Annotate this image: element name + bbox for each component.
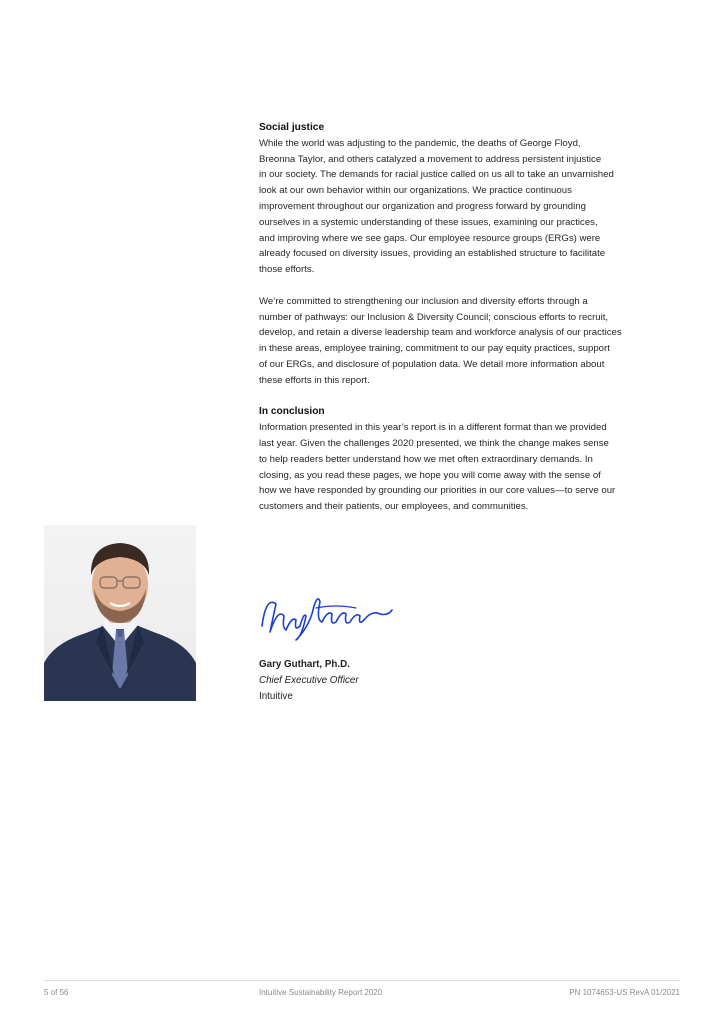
section-in-conclusion [259,404,689,515]
paragraph [259,294,689,389]
paragraph [259,420,689,515]
text-line: customers and their patients, our employees, and communities. [259,501,529,513]
text-line: number of pathways: our Inclusion & Diversity Council; conscious efforts to recruit, [259,311,609,323]
part-number: PN 1074653-US RevA 01/2021 [569,988,680,997]
text-line: ourselves in a systemic understanding of these issues, examining our practices, [259,216,598,228]
text-line: how we have responded by grounding our priorities in our core values—to serve our [259,485,616,497]
text-line: to help readers better understand how we met often extraordinary demands. In [259,453,593,465]
text-line: Breonna Taylor, and others catalyzed a movement to address persistent injustice [259,153,602,165]
signer-company: Intuitive [259,690,293,702]
portrait-illustration [44,525,196,701]
section-heading: In conclusion [259,406,325,418]
text-line: look at our own behavior within our organizations. We practice continuous [259,185,572,197]
text-line: in our society. The demands for racial justice called on us all to take an unvarnished [259,169,614,181]
text-line: improvement throughout our organization and progress forward by grounding [259,200,586,212]
signer-title: Chief Executive Officer [259,674,359,686]
signer-block [259,657,359,704]
text-line: those efforts. [259,264,315,276]
letter-body [259,120,689,515]
signature [256,586,396,642]
text-line: While the world was adjusting to the pandemic, the deaths of George Floyd, [259,137,581,149]
footer-divider [44,980,680,981]
text-line: already focused on diversity issues, providing an established structure to facilitate [259,248,606,260]
text-line: Information presented in this year’s report is in a different format than we provided [259,422,607,434]
text-line: last year. Given the challenges 2020 presented, we think the change makes sense [259,437,609,449]
report-title: Intuitive Sustainability Report 2020 [259,988,383,997]
paragraph [259,136,689,278]
page-number: 5 of 56 [44,988,69,997]
text-line: and improving where we see gaps. Our employee resource groups (ERGs) were [259,232,601,244]
text-line: of our ERGs, and disclosure of population data. We detail more information about [259,358,605,370]
text-line: in these areas, employee training, commitment to our pay equity practices, support [259,343,610,355]
text-line: develop, and retain a diverse leadership team and workforce analysis of our practices [259,327,622,339]
ceo-portrait [44,525,196,701]
text-line: closing, as you read these pages, we hope you will come away with the sense of [259,469,601,481]
signer-name: Gary Guthart, Ph.D. [259,659,350,670]
text-line: these efforts in this report. [259,374,370,386]
text-line: We’re committed to strengthening our inclusion and diversity efforts through a [259,295,588,307]
section-social-justice [259,120,689,389]
section-heading: Social justice [259,122,325,133]
